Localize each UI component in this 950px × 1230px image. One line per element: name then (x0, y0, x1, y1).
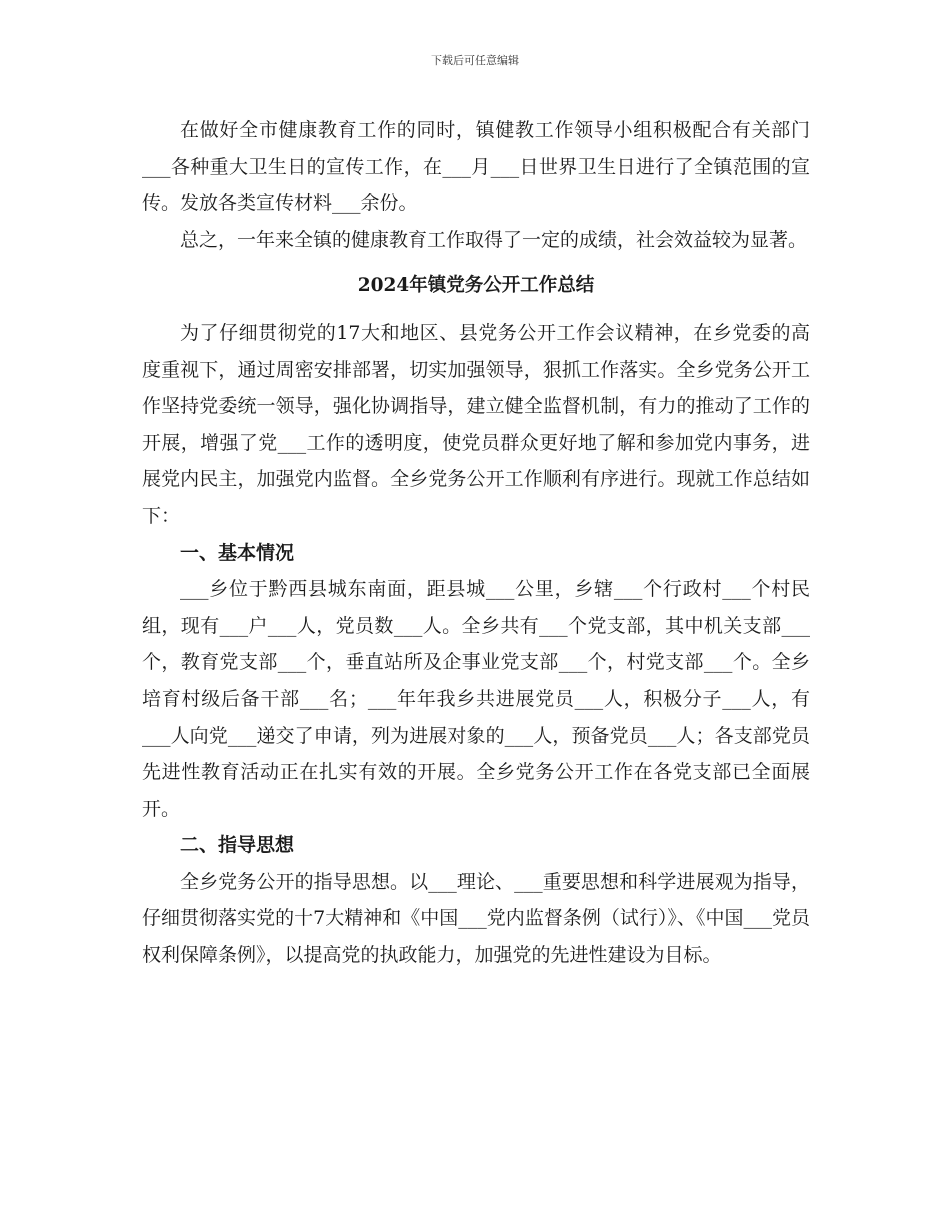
paragraph-summary: 总之，一年来全镇的健康教育工作取得了一定的成绩，社会效益较为显著。 (180, 228, 808, 251)
document-body (142, 112, 810, 974)
section-heading-guiding-ideology: 二、指导思想 (180, 834, 295, 857)
paragraph-basic-situation: ___乡位于黔西县城东南面，距县城___公里，乡辖___个行政村___个村民组，现有___户___人，党员数___人。全乡共有___个党支部，其中机关支部___个，教育党支部___个，垂直站所及企事业党支部___个，村党支部___个。全乡培育村级后备干部___名；___年年我乡共进展党员___人，积极分子___人，有___人向党___递交了申请，列为进展对象的___人，预备党员___人；各支部党员先进性教育活动正在扎实有效的开展。全乡党务公开工作在各党支部已全面展开。 (142, 578, 810, 820)
paragraph-health-education: 在做好全市健康教育工作的同时，镇健教工作领导小组积极配合有关部门___各种重大卫生日的宣传工作，在___月___日世界卫生日进行了全镇范围的宣传。发放各类宣传材料___余份。 (142, 119, 810, 215)
section-heading-basic-situation: 一、基本情况 (180, 541, 295, 564)
paragraph-guiding-ideology: 全乡党务公开的指导思想。以___理论、___重要思想和科学进展观为指导，仔细贯彻落实党的十7大精神和《中国___党内监督条例（试行）》、《中国___党员权利保障条例》，以提高党的执政能力，加强党的先进性建设为目标。 (142, 870, 810, 967)
document-title: 2024年镇党务公开工作总结 (357, 275, 595, 297)
paragraph-intro: 为了仔细贯彻党的17大和地区、县党务公开工作会议精神，在乡党委的高度重视下，通过周密安排部署，切实加强领导，狠抓工作落实。全乡党务公开工作坚持党委统一领导，强化协调指导，建立健全监督机制，有力的推动了工作的开展，增强了党___工作的透明度，使党员群众更好地了解和参加党内事务，进展党内民主，加强党内监督。全乡党务公开工作顺利有序进行。现就工作总结如下： (142, 321, 810, 527)
page-header-note: 下载后可任意编辑 (431, 54, 519, 67)
